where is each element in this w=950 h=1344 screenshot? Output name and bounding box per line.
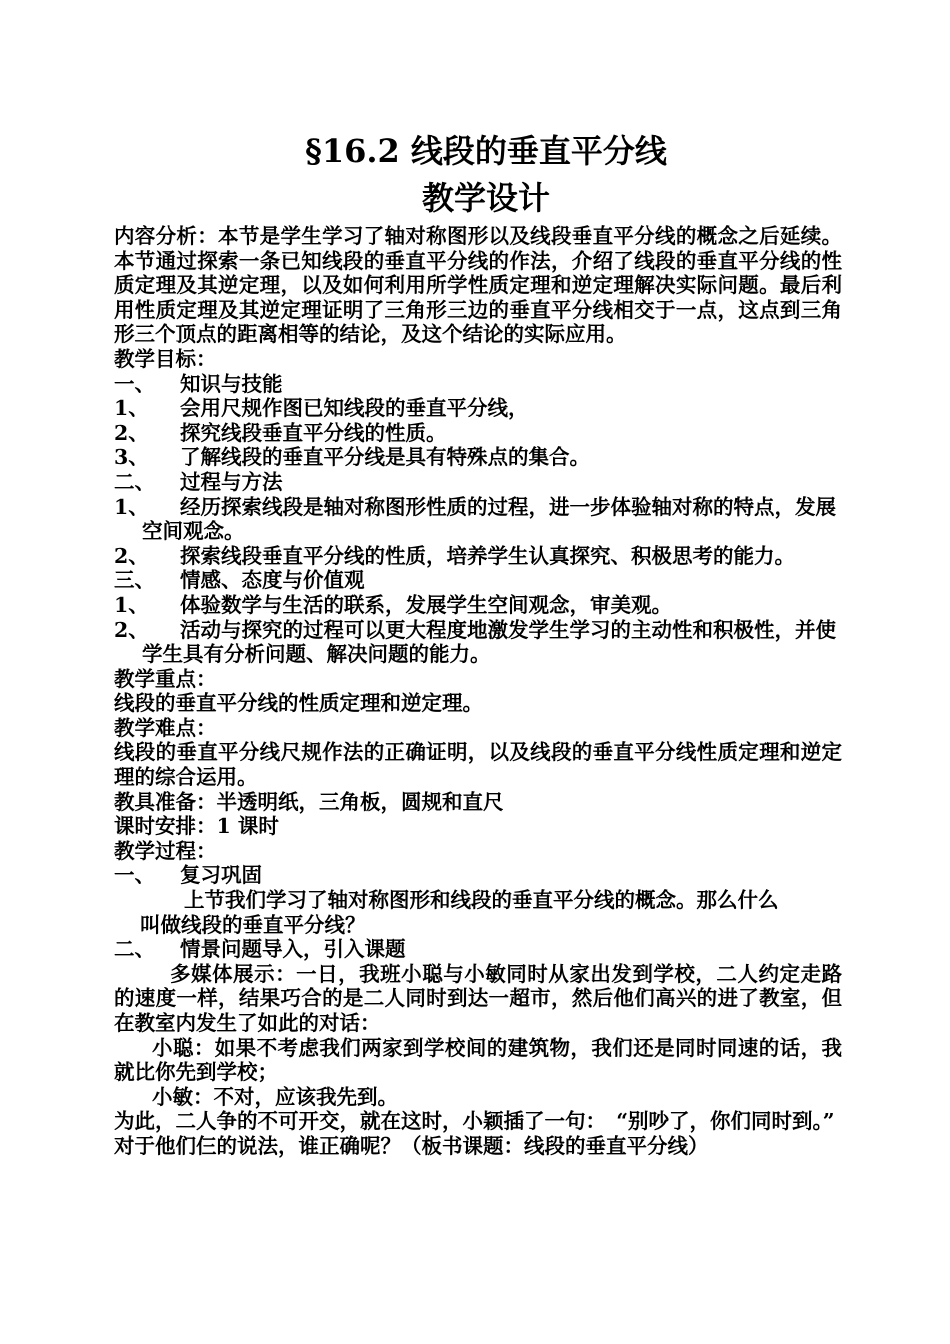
goal-section-heading — [114, 470, 842, 495]
difficulty-heading: 教学难点： — [114, 715, 217, 740]
process-heading: 教学过程： — [114, 838, 217, 863]
goal-item — [114, 544, 842, 569]
goal-section-heading — [114, 372, 842, 397]
item-text: 探索线段垂直平分线的性质，培养学生认真探究、积极思考的能力。 — [180, 543, 795, 568]
item-number: 2、 — [114, 617, 149, 642]
process-paragraph: 小敏：不对，应该我先到。 — [152, 1084, 398, 1109]
process-step-heading — [114, 863, 842, 888]
section-title: 情感、态度与价值观 — [180, 568, 365, 593]
key-point-heading: 教学重点： — [114, 666, 217, 691]
item-number: 3、 — [114, 445, 149, 470]
item-text: 会用尺规作图已知线段的垂直平分线， — [180, 396, 529, 421]
process-step-heading — [114, 937, 842, 962]
content-analysis: 内容分析：本节是学生学习了轴对称图形以及线段垂直平分线的概念之后延续。本节通过探索一条已知线段的垂直平分线的作法，介绍了线段的垂直平分线的性质定理及其逆定理，以及如何利用所学性质定理和逆定理解决实际问题。最后利用性质定理及其逆定理证明了三角形三边的垂直平分线相交于一点，这点到三角形三个顶点的距离相等的结论，及这个结论的实际应用。 — [114, 224, 842, 347]
goal-item — [114, 593, 842, 618]
process-paragraph: 小聪：如果不考虑我们两家到学校间的建筑物，我们还是同时同速的话，我就比你先到学校； — [114, 1035, 842, 1085]
goal-item — [114, 495, 842, 544]
section-number: 二、 — [114, 469, 155, 494]
schedule-line: 课时安排：1 课时 — [114, 814, 279, 839]
process-paragraph: 对于他们仨的说法，谁正确呢？（板书课题：线段的垂直平分线） — [114, 1133, 709, 1158]
item-text: 探究线段垂直平分线的性质。 — [180, 420, 447, 445]
goal-item — [114, 421, 842, 446]
section-title: 过程与方法 — [180, 469, 283, 494]
tools-line: 教具准备：半透明纸，三角板，圆规和直尺 — [114, 789, 504, 814]
goal-item — [114, 445, 842, 470]
goals-heading: 教学目标： — [114, 346, 217, 371]
document-subtitle: 教学设计 — [421, 179, 550, 217]
step-number: 二、 — [114, 937, 155, 962]
item-text: 经历探索线段是轴对称图形性质的过程，进一步体验轴对称的特点，发展空间观念。 — [142, 494, 836, 544]
step-title: 情景问题导入，引入课题 — [180, 937, 406, 962]
item-number: 1、 — [114, 396, 149, 421]
goal-section-heading — [114, 568, 842, 593]
document-title: §16.2 线段的垂直平分线 — [305, 132, 667, 170]
section-number: 三、 — [114, 568, 155, 593]
item-number: 2、 — [114, 543, 149, 568]
section-title: 知识与技能 — [180, 371, 283, 396]
process-paragraph: 为此，二人争的不可开交，就在这时，小颖插了一句： “别吵了，你们同时到。” — [114, 1109, 835, 1134]
step-number: 一、 — [114, 863, 155, 888]
item-number: 1、 — [114, 592, 149, 617]
key-point-text: 线段的垂直平分线的性质定理和逆定理。 — [114, 691, 483, 716]
item-text: 活动与探究的过程可以更大程度地激发学生学习的主动性和积极性，并使学生具有分析问题、解决问题的能力。 — [142, 617, 836, 667]
process-step-text-line: 上节我们学习了轴对称图形和线段的垂直平分线的概念。那么什么 — [184, 888, 779, 913]
step-title: 复习巩固 — [180, 863, 262, 888]
item-text: 了解线段的垂直平分线是具有特殊点的集合。 — [180, 445, 590, 470]
difficulty-text: 线段的垂直平分线尺规作法的正确证明，以及线段的垂直平分线性质定理和逆定理的综合运用。 — [114, 740, 842, 790]
process-step-text-line: 叫做线段的垂直平分线？ — [140, 912, 366, 937]
item-number: 2、 — [114, 420, 149, 445]
item-number: 1、 — [114, 494, 149, 519]
goal-item — [114, 396, 842, 421]
goal-item — [114, 618, 842, 667]
process-paragraph: 多媒体展示：一日，我班小聪与小敏同时从家出发到学校，二人约定走路的速度一样，结果巧合的是二人同时到达一超市，然后他们高兴的进了教室，但在教室内发生了如此的对话： — [114, 961, 842, 1035]
section-number: 一、 — [114, 371, 155, 396]
item-text: 体验数学与生活的联系，发展学生空间观念，审美观。 — [180, 592, 672, 617]
document-page — [114, 128, 842, 1159]
